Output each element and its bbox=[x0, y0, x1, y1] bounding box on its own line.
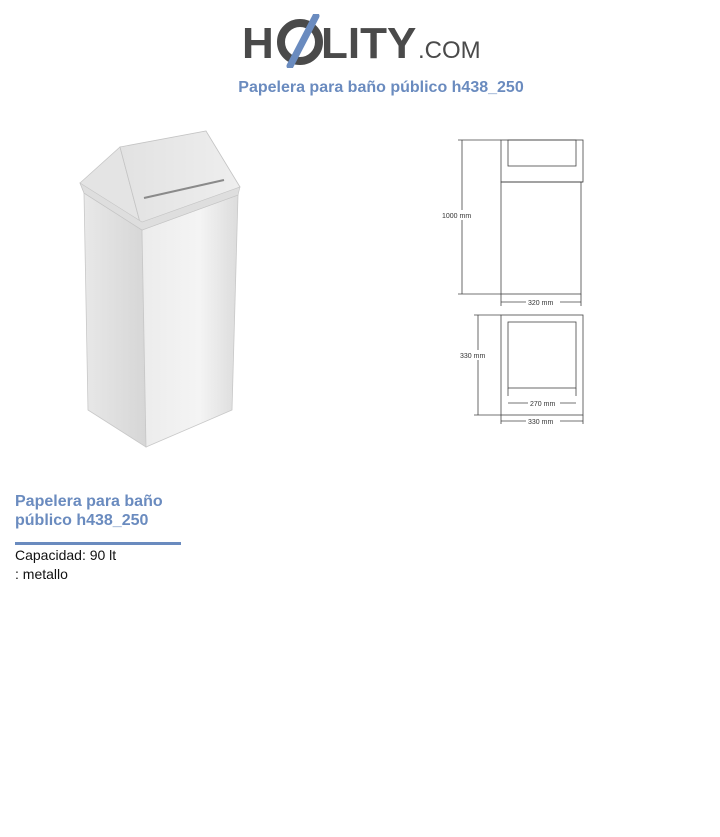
product-name bbox=[15, 492, 185, 530]
page-title: Papelera para baño público h438_250 bbox=[238, 79, 524, 96]
spec-material: : metallo bbox=[15, 566, 68, 582]
holity-logo[interactable] bbox=[242, 14, 482, 68]
logo-text-lity: LITY bbox=[321, 19, 417, 68]
product-name-line2: público h438_250 bbox=[15, 512, 149, 529]
product-name-line1: Papelera para baño bbox=[15, 493, 163, 510]
base-width-label: 330 mm bbox=[528, 419, 554, 426]
height-label: 1000 mm bbox=[442, 213, 472, 220]
logo-letter-h: H bbox=[242, 19, 274, 68]
depth-label: 330 mm bbox=[460, 353, 486, 360]
spec-capacity: Capacidad: 90 lt bbox=[15, 547, 117, 563]
technical-drawing bbox=[436, 130, 596, 430]
divider bbox=[15, 542, 181, 545]
product-specs bbox=[15, 546, 116, 584]
logo-suffix: .COM bbox=[418, 37, 481, 64]
logo-circle-icon bbox=[281, 16, 319, 66]
inner-width-label: 270 mm bbox=[530, 401, 556, 408]
width-label: 320 mm bbox=[528, 300, 554, 307]
product-photo bbox=[72, 125, 252, 455]
